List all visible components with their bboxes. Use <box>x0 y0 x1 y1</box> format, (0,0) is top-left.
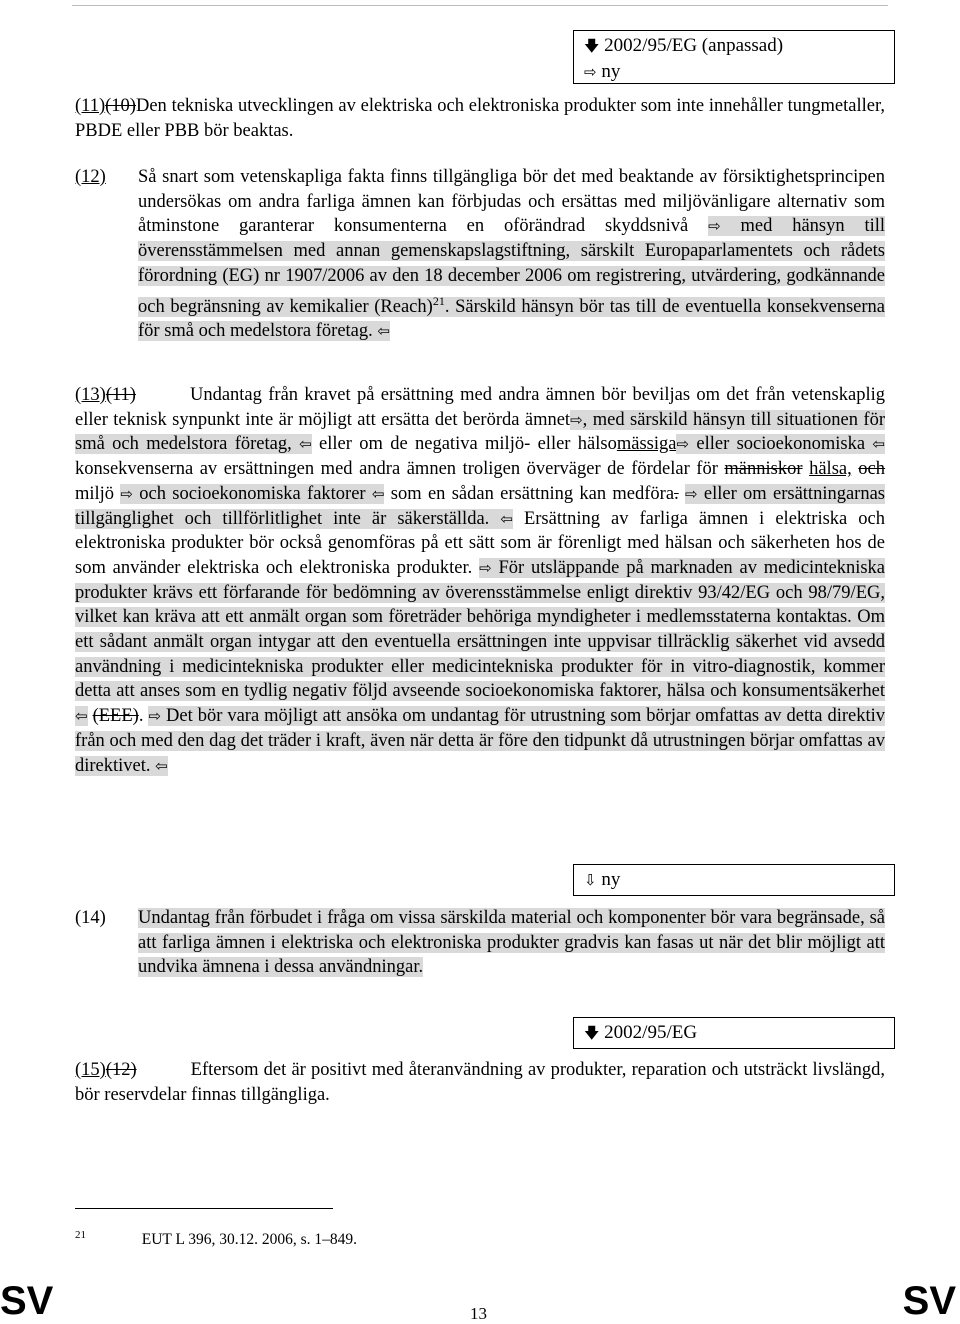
footnote <box>75 1229 357 1249</box>
insert-end-icon: ⇦ <box>299 435 312 454</box>
insert-start-icon: ⇨ <box>676 435 690 454</box>
added-text: hälsa, <box>809 459 852 480</box>
arrow-down-outline-icon: ⇩ <box>584 871 597 889</box>
footnote-ref: 21 <box>432 293 445 308</box>
inserted-text-2: . Särskild hänsyn bör tas till de eventuella konsekvenserna för små och medelstora företag. <box>138 296 886 342</box>
deleted-text-2: och <box>858 459 886 480</box>
language-code-right: SV <box>902 1279 956 1323</box>
recital-number-new: (13) <box>75 385 106 405</box>
text-k: För utsläppande på marknaden av medicintekniska produkter krävs ett förfarande för bedömning av överensstämmelse enligt direktiv 93/42/EG och 98/79/EG, vilket kan kräva att ett anmält organ som företräder behöriga myndigheter i medlemsstaterna kontaktas. Om ett sådant anmält organ intygar att den eventuella ersättningen inte uppvisar tillräcklig säkerhet vid avsedd användning i medicintekniska produkter eller medicintekniska produkter för in vitro-diagnostik, kommer detta att anses som en tydlig negativ följd avseende socioekonomiska faktorer, hälsa och konsumentsäkerhet <box>75 557 885 702</box>
text-j: Ersättning av farliga ämnen i elektriska och elektroniska produkter bör också genomföras på ett sätt som är förenligt med hälsan och säkerheten hos de som använder elektriska och elektroniska produkter. <box>75 508 886 578</box>
text-a: Undantag från kravet på ersättning med andra ämnen bör beviljas om det från vetenskaplig eller teknisk synpunkt inte är möjligt att ersätta det berörda ämnet <box>75 385 885 430</box>
deleted-text: människor <box>724 459 803 480</box>
top-rule <box>72 5 888 6</box>
footnote-text: EUT L 396, 30.12. 2006, s. 1–849. <box>141 1231 358 1249</box>
text-f: miljö <box>75 483 121 504</box>
footnote-rule <box>75 1208 333 1209</box>
recital-number-new: (15) <box>75 1060 106 1080</box>
recital-12 <box>75 165 885 344</box>
insert-start-icon: ⇨ <box>148 707 162 726</box>
text-c-underlined: mässiga <box>616 434 677 455</box>
recital-number-old: (10) <box>105 96 136 116</box>
text-e: konsekvenserna av ersättningen med andra ämnen troligen överväger de fördelar för <box>75 459 725 480</box>
insert-start-icon: ⇨ <box>685 484 698 503</box>
recital-text: Eftersom det är positivt med återanvändning av produkter, reparation och utsträckt livslängd, bör reservdelar finnas tillgängliga. <box>75 1060 885 1105</box>
arrow-down-icon: 🡇 <box>584 1024 600 1042</box>
recital-number-new: (11) <box>75 96 106 116</box>
deleted-period: . <box>674 483 679 504</box>
insert-end-icon: ⇦ <box>500 509 513 528</box>
insert-start-icon: ⇨ <box>120 484 133 503</box>
arrow-down-icon: 🡇 <box>584 37 600 55</box>
recital-text: Den tekniska utvecklingen av elektriska och elektroniska produkter som inte innehåller tungmetaller, PBDE eller PBB bör beaktas. <box>75 96 885 141</box>
text-d: eller socioekonomiska <box>689 434 873 455</box>
text-i: eller om ersättningarnas tillgänglighet och tillförlitlighet inte är säkerställda. <box>75 483 885 529</box>
inserted-text: med hänsyn till överensstämmelsen med annan gemenskapslagstiftning, särskilt Europaparlamentets och rådets förordning (EG) nr 1907/2006 av den 18 december 2006 om registrering, utvärdering, godkännande och begränsning av kemikalier (Reach) <box>138 216 885 317</box>
new-label: ny <box>601 61 621 82</box>
language-code-left: SV <box>0 1279 54 1323</box>
recital-text: Så snart som vetenskapliga fakta finns tillgängliga bör det med beaktande av försiktighetsprincipen undersökas om andra farliga ämnen kan förbjudas och ersättas med miljövänligare alternativ som åtminstone garanterar konsumenterna en oförändrad skyddsnivå <box>138 167 885 237</box>
insert-end-icon: ⇦ <box>377 322 390 341</box>
recital-15 <box>75 1058 885 1107</box>
text-c: eller om de negativa miljö- eller hälso <box>311 434 617 455</box>
recital-14 <box>75 906 885 980</box>
text-h: som en sådan ersättning kan medföra <box>384 483 675 504</box>
recital-11 <box>75 94 885 143</box>
text-b: , med särskild hänsyn till situationen för små och medelstora företag, <box>75 409 885 455</box>
footnote-number: 21 <box>75 1229 86 1241</box>
insert-end-icon: ⇦ <box>872 435 885 454</box>
insert-end-icon: ⇦ <box>155 756 168 775</box>
insert-start-icon: ⇨ <box>570 410 583 429</box>
source-label: 2002/95/EG (anpassad) <box>604 35 784 56</box>
source-box <box>573 1017 895 1049</box>
amendment-source-box <box>573 30 895 84</box>
recital-number: (14) <box>75 908 106 928</box>
text-l: . <box>138 706 149 727</box>
recital-13 <box>75 383 885 778</box>
new-label: ny <box>601 869 621 890</box>
text-m: Det bör vara möjligt att ansöka om undantag för utrustning som börjar omfattas av detta direktiv från och med den dag det träder i kraft, även när detta är före den tidpunkt då utrustningen börjar omfattas av direktivet. <box>75 706 886 776</box>
insert-end-icon: ⇦ <box>371 484 385 503</box>
new-box <box>573 864 895 896</box>
insert-end-icon: ⇦ <box>75 707 88 726</box>
text-g: och socioekonomiska faktorer <box>132 483 372 504</box>
recital-number: (12) <box>75 167 106 187</box>
arrow-right-icon: ⇨ <box>584 63 597 81</box>
recital-number-old: (12) <box>105 1060 137 1080</box>
recital-number-old: (11) <box>105 385 136 405</box>
insert-start-icon: ⇨ <box>479 558 492 577</box>
page-number: 13 <box>470 1304 487 1323</box>
recital-text: Undantag från förbudet i fråga om vissa särskilda material och komponenter bör vara begränsade, så att farliga ämnen i elektriska och elektroniska produkter gradvis kan fasas ut när det blir möjligt att undvika ämnena i dessa användningar. <box>138 908 885 978</box>
insert-start-icon: ⇨ <box>708 217 721 236</box>
source-label: 2002/95/EG <box>604 1022 698 1043</box>
deleted-eee: (EEE) <box>92 706 139 727</box>
